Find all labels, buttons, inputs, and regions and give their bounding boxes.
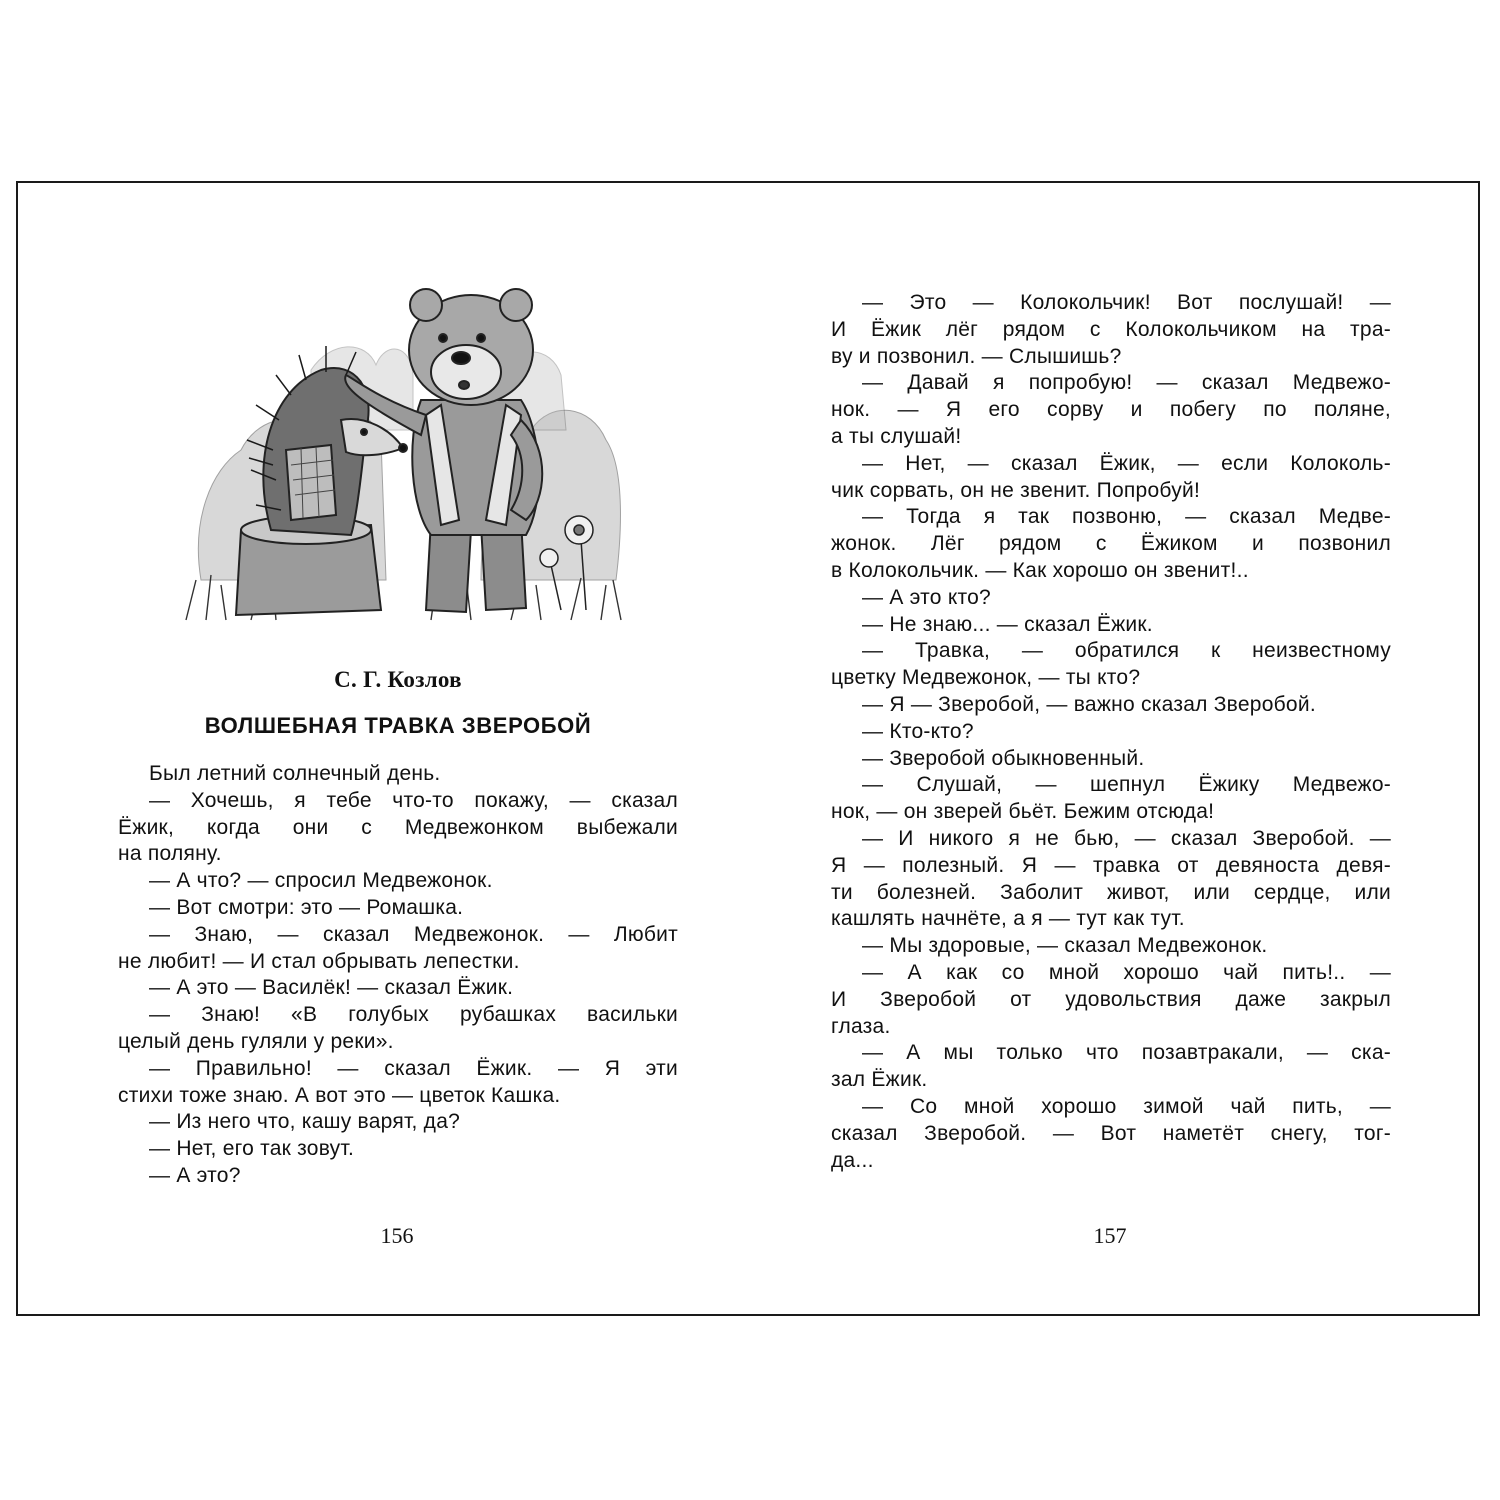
- text-line: — А это кто?: [862, 585, 991, 609]
- text-line: Я — полезный. Я — травка от девяноста девя-: [831, 853, 1391, 877]
- text-line: ти болезней. Заболит живот, или сердце, или: [831, 880, 1391, 904]
- hedgehog-and-bear-illustration: [181, 280, 631, 630]
- text-line: в Колокольчик. — Как хорошо он звенит!..: [831, 558, 1249, 582]
- text-line: — Зверобой обыкновенный.: [862, 746, 1145, 770]
- text-line: — Кто-кто?: [862, 719, 974, 743]
- text-line: — Правильно! — сказал Ёжик. — Я эти: [149, 1056, 678, 1080]
- text-line: на поляну.: [118, 842, 222, 866]
- text-line: — А мы только что позавтракали, — ска-: [862, 1041, 1391, 1065]
- text-line: Ёжик, когда они с Медвежонком выбежали: [118, 815, 678, 839]
- text-line: глаза.: [831, 1014, 891, 1038]
- author-name: С. Г. Козлов: [334, 667, 462, 692]
- text-line: чик сорвать, он не звенит. Попробуй!: [831, 478, 1201, 502]
- text-line: — Давай я попробую! — сказал Медвежо-: [862, 371, 1391, 395]
- text-line: — Знаю, — сказал Медвежонок. — Любит: [149, 922, 678, 946]
- text-line: зал Ёжик.: [831, 1068, 928, 1092]
- page-number-right: 157: [1093, 1223, 1127, 1248]
- text-line: — Знаю! «В голубых рубашках васильки: [149, 1003, 678, 1027]
- text-line: — Вот смотри: это — Ромашка.: [149, 895, 464, 919]
- text-line: целый день гуляли у реки».: [118, 1029, 394, 1053]
- text-line: сказал Зверобой. — Вот наметёт снегу, тог-: [831, 1121, 1391, 1145]
- text-line: — Нет, — сказал Ёжик, — если Колоколь-: [862, 451, 1391, 475]
- text-line: — Хочешь, я тебе что-то покажу, — сказал: [149, 788, 678, 812]
- text-line: а ты слушай!: [831, 424, 962, 448]
- text-line: И Ёжик лёг рядом с Колокольчиком на тра-: [831, 317, 1391, 341]
- text-line: И Зверобой от удовольствия даже закрыл: [831, 987, 1391, 1011]
- left-text-column: [118, 761, 678, 1190]
- text-line: ву и позвонил. — Слышишь?: [831, 344, 1122, 368]
- text-line: — Мы здоровые, — сказал Медвежонок.: [862, 934, 1268, 958]
- text-line: — А как со мной хорошо чай пить!.. —: [862, 960, 1391, 984]
- text-line: — Тогда я так позвоню, — сказал Медве-: [862, 505, 1391, 529]
- text-line: не любит! — И стал обрывать лепестки.: [118, 949, 520, 973]
- page-number-left: 156: [380, 1223, 414, 1248]
- text-line: кашлять начнёте, а я — тут как тут.: [831, 907, 1185, 931]
- text-line: — Я — Зверобой, — важно сказал Зверобой.: [862, 692, 1316, 716]
- text-line: жонок. Лёг рядом с Ёжиком и позвонил: [831, 532, 1391, 556]
- book-spread: [16, 181, 1480, 1316]
- right-text-column: [831, 290, 1391, 1174]
- text-line: — А это?: [149, 1163, 241, 1187]
- text-line: нок. — Я его сорву и побегу по поляне,: [831, 398, 1391, 422]
- text-line: — Из него что, кашу варят, да?: [149, 1110, 461, 1134]
- text-line: — Слушай, — шепнул Ёжику Медвежо-: [862, 773, 1391, 797]
- text-line: цветку Медвежонок, — ты кто?: [831, 666, 1141, 690]
- text-line: нок, — он зверей бьёт. Бежим отсюда!: [831, 800, 1215, 824]
- text-line: да...: [831, 1148, 874, 1172]
- text-line: — Это — Колокольчик! Вот послушай! —: [862, 291, 1391, 314]
- story-title: ВОЛШЕБНАЯ ТРАВКА ЗВЕРОБОЙ: [204, 713, 592, 738]
- text-line: — Не знаю... — сказал Ёжик.: [862, 612, 1153, 636]
- text-line: — Травка, — обратился к неизвестному: [862, 639, 1391, 663]
- text-line: Был летний солнечный день.: [149, 762, 441, 785]
- text-line: — И никого я не бью, — сказал Зверобой. —: [862, 826, 1391, 850]
- text-line: — А это — Василёк! — сказал Ёжик.: [149, 976, 514, 1000]
- text-line: — Нет, его так зовут.: [149, 1137, 355, 1161]
- text-line: — А что? — спросил Медвежонок.: [149, 869, 493, 893]
- text-line: — Со мной хорошо зимой чай пить, —: [862, 1094, 1391, 1118]
- text-line: стихи тоже знаю. А вот это — цветок Кашка.: [118, 1083, 561, 1107]
